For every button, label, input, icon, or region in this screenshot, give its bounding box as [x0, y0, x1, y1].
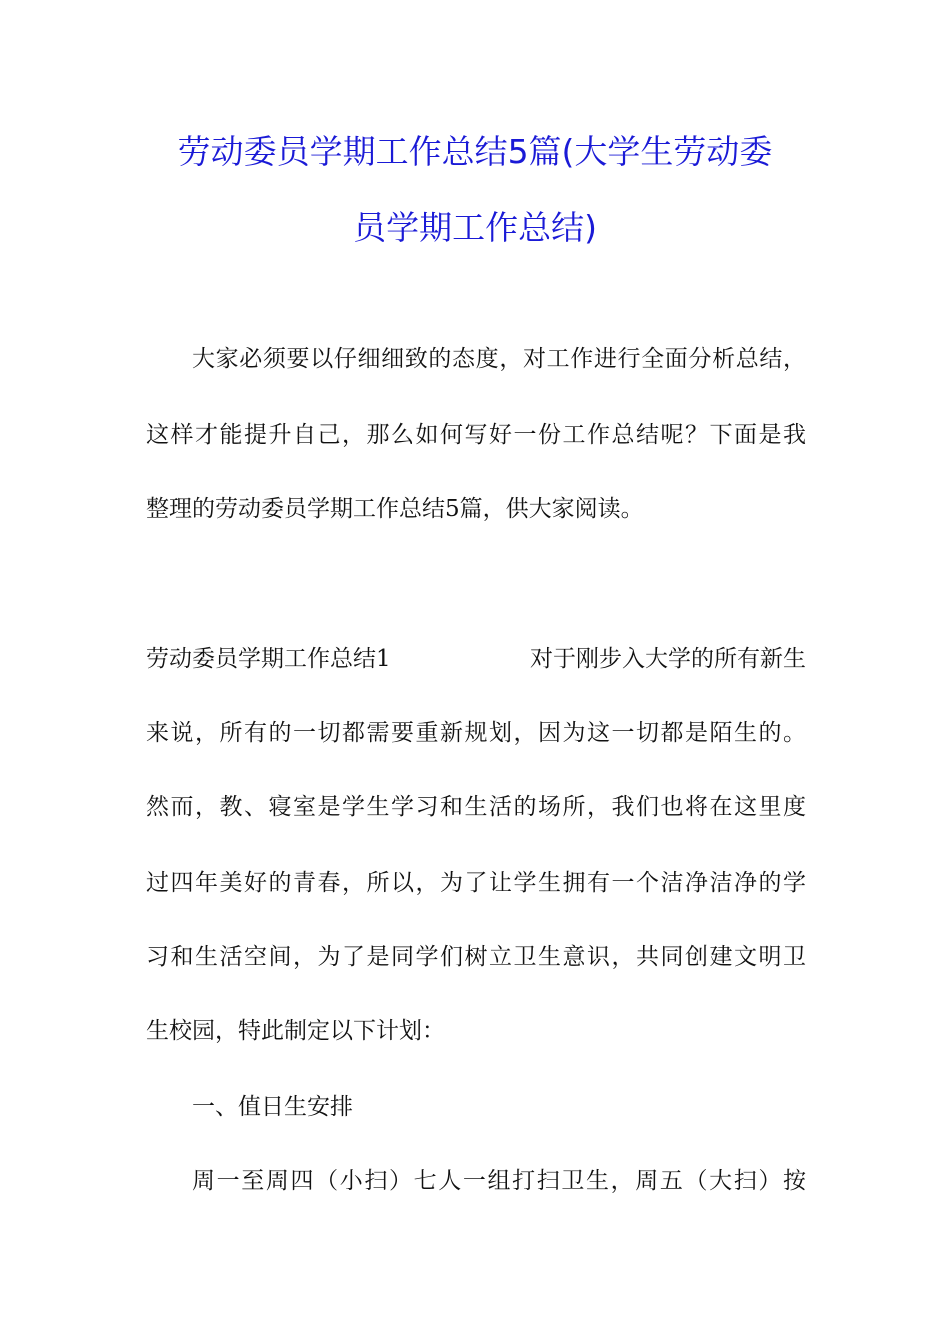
document-title-line-2: 员学期工作总结) — [353, 208, 597, 247]
section-1-line-3: 然而，教、寝室是学生学习和生活的场所，我们也将在这里度 — [146, 794, 806, 820]
subheading-duty-arrangement: 一、值日生安排 — [192, 1094, 353, 1120]
intro-line-3: 整理的劳动委员学期工作总结5篇，供大家阅读。 — [146, 496, 644, 522]
section-1-first-line — [146, 644, 806, 674]
intro-line-1: 大家必须要以仔细细致的态度，对工作进行全面分析总结， — [192, 346, 806, 372]
intro-line-2: 这样才能提升自己，那么如何写好一份工作总结呢？下面是我 — [146, 422, 806, 448]
section-1-line-4: 过四年美好的青春，所以，为了让学生拥有一个洁净洁净的学 — [146, 870, 806, 896]
section-1-line-6: 生校园，特此制定以下计划： — [146, 1018, 445, 1044]
document-title-line-1: 劳动委员学期工作总结5篇(大学生劳动委 — [177, 132, 773, 171]
duty-paragraph-line-1: 周一至周四（小扫）七人一组打扫卫生，周五（大扫）按 — [192, 1168, 806, 1194]
section-1-heading: 劳动委员学期工作总结1 — [146, 646, 391, 672]
section-1-line-2: 来说，所有的一切都需要重新规划，因为这一切都是陌生的。 — [146, 720, 806, 746]
section-1-first-text: 对于刚步入大学的所有新生 — [530, 646, 806, 672]
section-1-line-5: 习和生活空间，为了是同学们树立卫生意识，共同创建文明卫 — [146, 944, 806, 970]
